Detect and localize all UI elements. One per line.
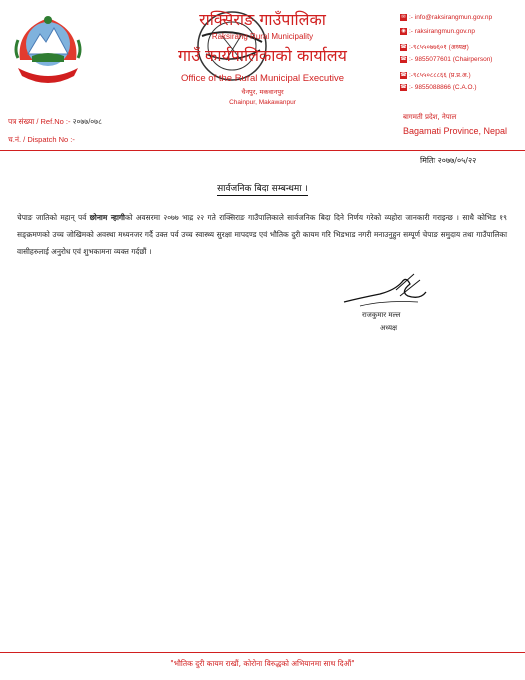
festival-name: छोनाम न्हागी [89, 213, 125, 222]
contact-email[interactable]: ✉ :- info@raksirangmun.gov.np [401, 14, 493, 22]
municipality-title-np: राक्सिराङ गाउँपालिका [199, 10, 326, 29]
contact-phone-chair-en: ☎ :- 9855077601 (Chairperson) [400, 56, 493, 64]
contact-phone-cao-np: ☎ :-९८५५०८८८६६ (प्र.प्र.अ.) [400, 71, 471, 79]
dispatch-number-line [8, 135, 75, 145]
footer-slogan: "भौतिक दुरी कायम राखौं, कोरोना विरुद्धको अभियानमा साथ दिऔं" [170, 659, 355, 668]
contact-phone-cao-en: ☎ :- 9855088866 (C.A.O.) [400, 84, 477, 92]
phone-icon: ☎ [400, 84, 407, 90]
ref-number-line [8, 117, 102, 127]
ref-value: २०७७/०७८ [72, 117, 102, 126]
globe-icon: ◉ [401, 28, 406, 34]
ref-label: पत्र संख्या / Ref.No :- [8, 117, 71, 126]
province-np: बागमती प्रदेश, नेपाल [403, 113, 457, 121]
office-title-np: गाउँ कार्यपालिकाको कार्यालय [178, 46, 347, 65]
address-en: Chainpur, Makawanpur [229, 99, 296, 106]
signatory-name: राजकुमार मल्ल [362, 311, 401, 319]
phone-icon: ☎ [400, 71, 407, 78]
signatory-title: अध्यक्ष [380, 324, 398, 332]
province-en: Bagamati Province, Nepal [403, 126, 508, 136]
contact-phone-chair-np: ☎ :-९८५५०७७६०१ (अध्यक्ष) [400, 43, 469, 51]
phone-icon: ☎ [400, 56, 407, 62]
letter-subject: सार्वजनिक बिदा सम्बन्धमा । [217, 184, 308, 194]
header-divider [0, 150, 525, 151]
letter-body: चेपाङ जातिको महान् पर्व छोनाम न्हागीको अवसरमा २०७७ भाद्र २२ गते राक्सिराङ गाउँपालिकाले सार्वजनिक बिदा दिने निर्णय गरेको व्यहोरा जानकारी गराइन्छ । साथै कोभिड १९ सङ्क्रमणको उच्च जोखिमको अवस्था मध्यनजर गर्दै उक्त पर्व उच्च स्वास्थ्य सुरक्षा मापदण्ड एवं भौतिक दुरी कायम गरि भिडभाड नगरी मनाउनुहुन सम्पूर्ण चेपाङ समुदाय तथा गाउँपालिका वासीहरुलाई अनुरोध एवं शुभकामना व्यक्त गर्दछौं । [17, 213, 507, 256]
dispatch-label: च.नं. / Dispatch No :- [8, 135, 75, 144]
address-np: चैनपुर, मकवानपुर [241, 88, 284, 96]
phone-icon: ☎ [400, 43, 407, 50]
email-icon: ✉ [401, 14, 406, 20]
handwritten-signature [340, 270, 430, 310]
contact-website[interactable]: ◉ :- raksirangmun.gov.np [401, 28, 475, 36]
office-title-en: Office of the Rural Municipal Executive [181, 73, 344, 84]
footer-divider [0, 652, 525, 653]
letter-date: मितिः २०७७/०५/२२ [420, 156, 477, 165]
municipality-name-en: Raksirang Rural Municipality [211, 32, 314, 41]
